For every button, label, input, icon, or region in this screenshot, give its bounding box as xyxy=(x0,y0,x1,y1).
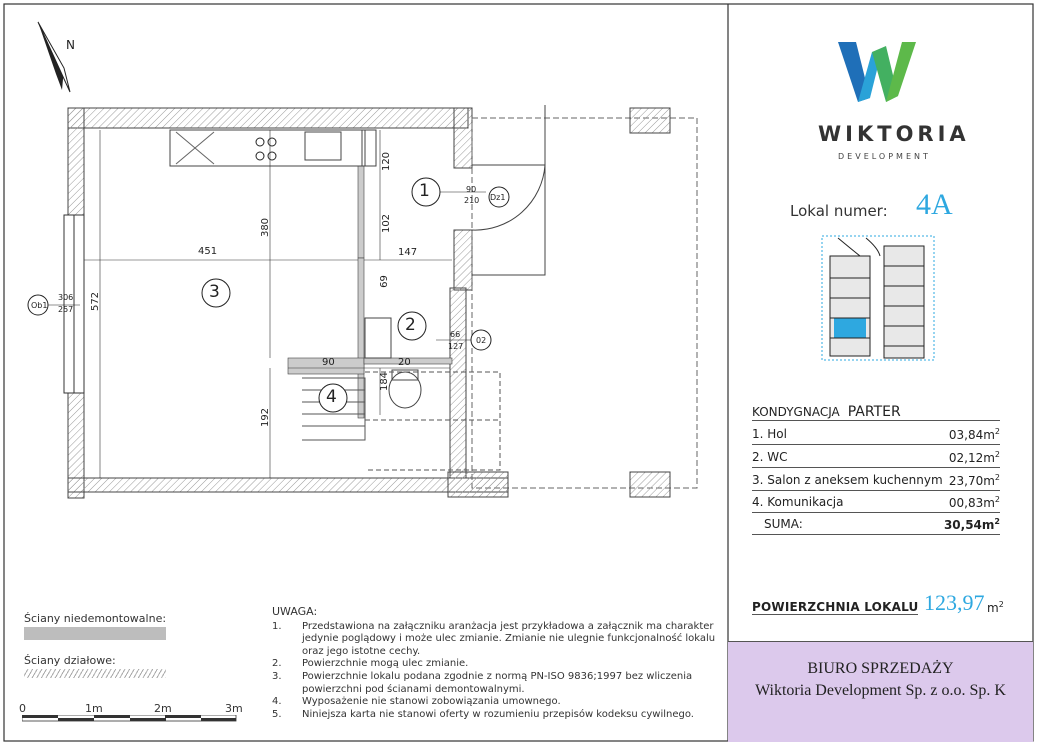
table-row xyxy=(752,492,1000,513)
window-tag: Ob1 xyxy=(31,301,48,310)
table-row xyxy=(752,424,1000,445)
sum-label: SUMA: xyxy=(764,517,803,531)
table-row xyxy=(752,470,1000,491)
dim-69: 69 xyxy=(378,275,390,288)
scale-mark-2m: 2m xyxy=(154,702,172,715)
note-item: 2. Powierzchnie mogą ulec zmianie. xyxy=(272,658,469,670)
row-value: $03,84m^2$ xyxy=(948,427,1000,442)
scale-mark-0: 0 xyxy=(19,702,26,715)
notes-block xyxy=(272,606,722,721)
table-header xyxy=(752,404,1000,421)
scale-mark-1m: 1m xyxy=(85,702,103,715)
north-label: N xyxy=(66,38,75,52)
room-1-number: 1 xyxy=(419,181,430,201)
vent-tag: 02 xyxy=(476,336,487,345)
north-arrow-icon xyxy=(30,18,100,98)
vent-width: 66 xyxy=(450,330,461,339)
notes-title: UWAGA: xyxy=(272,605,318,618)
sum-value: $30,54m^2$ xyxy=(943,517,1000,532)
row-name: 3. Salon z aneksem kuchennym xyxy=(752,473,943,487)
door-tag: Dz1 xyxy=(490,193,506,202)
note-item: 1. Przedstawiona na załączniku aranżacja jest przykładowa a załącznik ma charakter jedynie poglądowy i może ulec zmianie. Zmianie nie ulegnie funkcjonalność lokalu oraz jego istotne cechy. xyxy=(272,620,716,657)
total-area-value: 123,97 xyxy=(924,590,985,615)
dim-192: 192 xyxy=(260,407,272,428)
table-sum-row xyxy=(752,514,1000,535)
door-width: 90 xyxy=(466,185,477,194)
row-name: 4. Komunikacja xyxy=(752,495,844,509)
dim-102: 102 xyxy=(381,213,393,234)
row-value: $23,70m^2$ xyxy=(948,473,1000,488)
sales-office-box xyxy=(728,641,1033,742)
dim-20: 20 xyxy=(398,357,411,368)
total-area-unit: $m^2$ xyxy=(987,600,1004,615)
dim-90: 90 xyxy=(322,357,335,368)
scale-bar xyxy=(22,715,242,723)
row-name: 2. WC xyxy=(752,450,788,464)
dim-380: 380 xyxy=(260,217,272,238)
dim-451: 451 xyxy=(198,246,218,257)
scale-mark-3m: 3m xyxy=(225,702,243,715)
row-value: $02,12m^2$ xyxy=(948,450,1000,465)
vent-height: 127 xyxy=(448,342,464,351)
building-key-plan xyxy=(820,234,936,362)
dim-120: 120 xyxy=(381,151,393,172)
room-2-number: 2 xyxy=(405,315,416,335)
legend-partition-walls-label: Ściany działowe: xyxy=(24,654,116,667)
dim-572: 572 xyxy=(90,291,102,312)
room-4-number: 4 xyxy=(326,387,337,407)
sales-office-company: Wiktoria Development Sp. z o.o. Sp. K xyxy=(755,682,1006,699)
note-item: 5. Niniejsza karta nie stanowi oferty w rozumieniu przepisów kodeksu cywilnego. xyxy=(272,708,694,720)
kondygnacja-value: PARTER xyxy=(847,404,901,420)
legend-solid-wall-swatch xyxy=(24,627,166,640)
legend-partition-wall-swatch xyxy=(24,669,166,678)
row-name: 1. Hol xyxy=(752,427,787,441)
kondygnacja-label: KONDYGNACJA xyxy=(752,405,840,419)
brand-name: WIKTORIA xyxy=(818,122,970,146)
sales-office-title: BIURO SPRZEDAŻY xyxy=(807,660,954,677)
floor-plan xyxy=(20,100,720,520)
table-row xyxy=(752,447,1000,468)
lokal-label: Lokal numer: xyxy=(790,202,888,220)
window-height: 257 xyxy=(58,305,74,314)
row-value: $00,83m^2$ xyxy=(948,495,1000,510)
dim-184: 184 xyxy=(379,371,391,392)
room-3-number: 3 xyxy=(209,282,220,302)
wiktoria-logo-icon xyxy=(836,38,926,106)
door-height: 210 xyxy=(464,196,480,205)
note-item: 4. Wyposażenie nie stanowi zobowiązania umownego. xyxy=(272,696,561,708)
note-item: 3. Powierzchnie lokalu podana zgodnie z normą PN-ISO 9836;1997 bez wliczenia powierzchni pod ścianami demontowalnymi. xyxy=(272,670,693,695)
window-width: 306 xyxy=(58,293,74,302)
lokal-number: 4A xyxy=(916,188,953,221)
legend-solid-walls-label: Ściany niedemontowalne: xyxy=(24,612,167,625)
dim-147: 147 xyxy=(398,247,418,258)
total-area-label: POWIERZCHNIA LOKALU xyxy=(752,600,919,614)
brand-subtitle: DEVELOPMENT xyxy=(838,152,931,161)
